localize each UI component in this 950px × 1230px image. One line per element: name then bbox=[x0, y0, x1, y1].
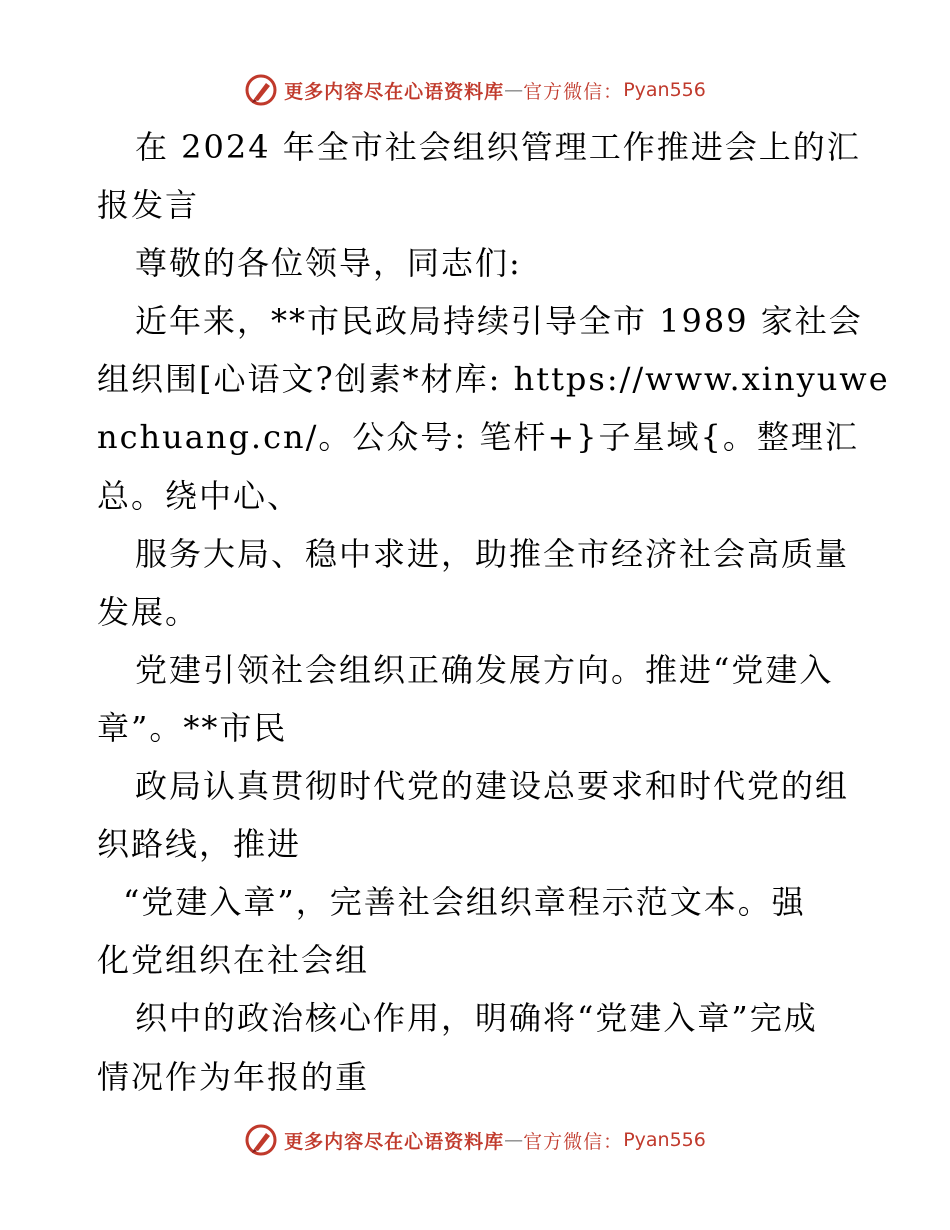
footer-slogan: 更多内容尽在心语资料库 bbox=[284, 1130, 505, 1153]
paragraph-line: 章”。**市民 bbox=[97, 708, 288, 747]
paragraph-line: 党建引领社会组织正确发展方向。推进“党建入 bbox=[135, 650, 834, 689]
salutation: 尊敬的各位领导，同志们: bbox=[135, 244, 522, 283]
paragraph-line: “党建入章”，完善社会组织章程示范文本。强 bbox=[123, 883, 806, 922]
header-banner bbox=[0, 70, 950, 110]
paragraph-line: 组织围[心语文?创素*材库: https://www.xinyuwe bbox=[97, 360, 890, 399]
title-line-2: 报发言 bbox=[97, 186, 200, 225]
paragraph-line: 织路线，推进 bbox=[97, 825, 302, 864]
paragraph-line: 政局认真贯彻时代党的建设总要求和时代党的组 bbox=[135, 767, 850, 806]
paragraph-line: 发展。 bbox=[97, 592, 200, 631]
header-slogan: 更多内容尽在心语资料库 bbox=[284, 80, 505, 103]
paragraph-line: 织中的政治核心作用，明确将“党建入章”完成 bbox=[135, 999, 818, 1038]
paragraph-line: 情况作为年报的重 bbox=[97, 1057, 370, 1096]
footer-wechat-label: 官方微信： bbox=[523, 1130, 624, 1153]
header-separator: — bbox=[504, 79, 524, 101]
footer-separator: — bbox=[504, 1129, 524, 1151]
paragraph-line: 总。绕中心、 bbox=[97, 476, 302, 515]
pen-circle-logo-icon bbox=[244, 1123, 278, 1157]
header-wechat-account: Pyan556 bbox=[623, 79, 706, 101]
pen-circle-logo-icon bbox=[244, 73, 278, 107]
paragraph-line: 近年来，**市民政局持续引导全市 1989 家社会 bbox=[135, 302, 863, 341]
paragraph-line: nchuang.cn/。公众号: 笔杆+}子星域{。整理汇 bbox=[97, 418, 859, 457]
document-body bbox=[97, 118, 890, 1106]
title-line-1: 在 2024 年全市社会组织管理工作推进会上的汇 bbox=[135, 128, 861, 166]
header-wechat-label: 官方微信： bbox=[523, 80, 624, 103]
paragraph-line: 化党组织在社会组 bbox=[97, 941, 370, 980]
footer-wechat-account: Pyan556 bbox=[623, 1129, 706, 1151]
footer-banner bbox=[0, 1120, 950, 1160]
paragraph-line: 服务大局、稳中求进，助推全市经济社会高质量 bbox=[135, 534, 850, 573]
